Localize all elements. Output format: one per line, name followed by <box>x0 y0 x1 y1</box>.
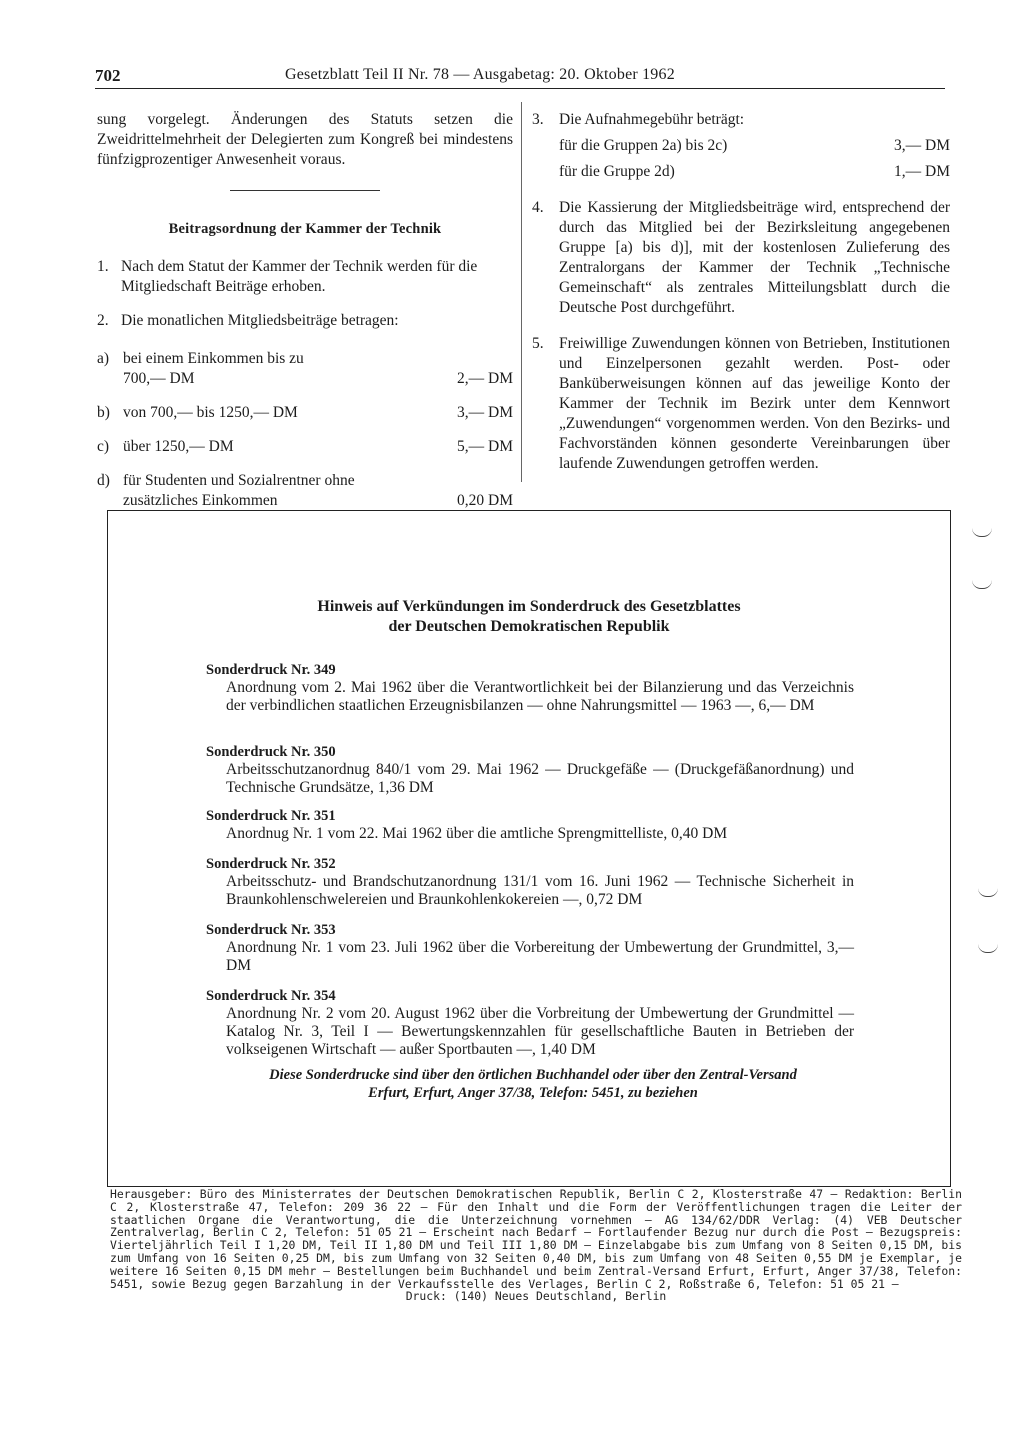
column-divider <box>521 102 522 482</box>
sonderdruck-entry <box>206 855 854 909</box>
imprint-text: Herausgeber: Büro des Ministerrates der Deutschen Demokratischen Republik, Berlin C 2, Klosterstraße 47 — Redaktion: Berlin C 2, Klosterstraße 47, Telefon: 209 36 22 — Für den Inhalt und die Form der Veröffentlichungen tragen die Leiter der staatlichen Organe die Verantwortung, die die Unterzeichnung vornehmen — AG 134/62/DDR Verlag: (4) VEB Deutscher Zentralverlag, Berlin C 2, Telefon: 51 05 21 — Erscheint nach Bedarf — Fortlaufender Bezug nur durch die Post — Bezugspreis: Vierteljährlich Teil I 1,20 DM, Teil II 1,80 DM und Teil III 1,80 DM — Einzelabgabe bis zum Umfang von 8 Seiten 0,15 DM, bis zum Umfang von 16 Seiten 0,25 DM, bis zum Umfang von 32 Seiten 0,40 DM, bis zum Umfang von 48 Seiten 0,55 DM je Exemplar, je weitere 16 Seiten 0,15 DM mehr — Bestellungen beim Buchhandel und beim Zentral-Versand Erfurt, Erfurt, Anger 37/38, Telefon: 5451, sowie Bezug gegen Barzahlung in der Verkaufsstelle des Verlages, Berlin C 2, Roßstraße 6, Telefon: 51 05 21 — <box>110 1187 962 1291</box>
page-header <box>95 66 945 89</box>
item-text: Die monatlichen Mitgliedsbeiträge betragen: <box>121 312 399 329</box>
fee-row <box>532 162 950 182</box>
sonderdruck-entry <box>206 987 854 1059</box>
item-text: Die Aufnahmegebühr beträgt: <box>559 111 745 128</box>
notice-title-line: Hinweis auf Verkündungen im Sonderdruck des Gesetzblattes <box>317 598 741 615</box>
right-column <box>532 110 950 474</box>
margin-mark <box>978 944 998 953</box>
section-rule <box>230 190 380 191</box>
fee-amount: 3,— DM <box>457 404 513 421</box>
sonderdruck-text: Anordnug Nr. 1 vom 22. Mai 1962 über die amtliche Sprengmittelliste, 0,40 DM <box>226 825 728 842</box>
sonderdruck-title: Sonderdruck Nr. 350 <box>206 744 336 760</box>
item-number: 2. <box>97 312 109 329</box>
fee-letter: d) <box>97 472 110 489</box>
fee-row <box>97 403 513 423</box>
list-item <box>532 334 950 474</box>
item-text: Freiwillige Zuwendungen können von Betrieben, Institutionen und Einzelpersonen gezahlt werden. Post- oder Banküberweisungen können auf das jeweilige Konto der Kammer der Technik im Bezirk unter dem Kennwort „Zuwendungen“ vorgenommen werden. Von den Bezirks- und Fachvorständen können gesonderte Vereinbarungen über laufende Zuwendungen getroffen werden. <box>559 335 950 472</box>
left-column <box>97 110 513 511</box>
item-number: 1. <box>97 258 109 275</box>
section-title: Beitragsordnung der Kammer der Technik <box>168 221 442 237</box>
sonderdruck-title: Sonderdruck Nr. 349 <box>206 662 336 678</box>
imprint <box>110 1188 962 1303</box>
margin-mark <box>978 888 998 897</box>
sonderdruck-text: Anordnung vom 2. Mai 1962 über die Verantwortlichkeit bei der Bilanzierung und das Verzeichnis der verbindlichen staatlichen Erzeugnisbilanzen — ohne Nahrungsmittel — 1963 —, 6,— DM <box>226 679 854 714</box>
item-number: 3. <box>532 111 544 128</box>
ordering-note <box>198 1066 868 1102</box>
fee-label: für die Gruppen 2a) bis 2c) <box>559 137 728 154</box>
sonderdruck-entry <box>206 743 854 797</box>
sonderdruck-text: Anordnung Nr. 2 vom 20. August 1962 über die Vorbreitung der Umbewertung der Grundmittel — Katalog Nr. 3, Teil I — Bewertungskennzahlen für gesellschaftliche Bauten in Betrieben der volkseigenen Wirtschaft — außer Sportbauten —, 1,40 DM <box>226 1005 854 1058</box>
sonderdruck-text: Arbeitsschutz- und Brandschutzanordnung 131/1 vom 16. Juni 1962 — Technische Sicherheit in Braunkohlenschwelereien und Braunkohlenkokereien —, 0,72 DM <box>226 873 854 908</box>
ordering-note-line: Diese Sonderdrucke sind über den örtlichen Buchhandel oder über den Zentral-Versand <box>269 1067 797 1083</box>
intro-paragraph: sung vorgelegt. Änderungen des Statuts setzen die Zweidrittelmehrheit der Delegierten zum Kongreß bei mindestens fünfzigprozentiger Anwesenheit voraus. <box>97 111 513 168</box>
list-item <box>532 198 950 318</box>
sonderdruck-title: Sonderdruck Nr. 353 <box>206 922 336 938</box>
sonderdruck-title: Sonderdruck Nr. 354 <box>206 988 336 1004</box>
fee-row <box>97 349 513 389</box>
item-number: 4. <box>532 199 544 216</box>
sonderdruck-entry <box>206 661 854 715</box>
fee-amount: 2,— DM <box>457 370 513 387</box>
fee-amount: 0,20 DM <box>457 492 513 509</box>
fee-amount: 3,— DM <box>894 137 950 154</box>
fee-letter: c) <box>97 438 110 455</box>
sonderdruck-text: Arbeitsschutzanordnug 840/1 vom 29. Mai 1962 — Druckgefäße — (Druckgefäßanordnung) und Technische Grundsätze, 1,36 DM <box>226 761 854 796</box>
item-number: 5. <box>532 335 544 352</box>
fee-row <box>532 136 950 156</box>
sonderdruck-text: Anordnung Nr. 1 vom 23. Juli 1962 über die Vorbereitung der Umbewertung der Grundmittel, 3,— DM <box>226 939 854 974</box>
list-item <box>532 110 950 130</box>
item-text: Nach dem Statut der Kammer der Technik werden für die Mitgliedschaft Beiträge erhoben. <box>121 258 478 295</box>
sonderdruck-entry <box>206 807 854 843</box>
fee-label: bei einem Einkommen bis zu 700,— DM <box>123 350 304 387</box>
running-title: Gesetzblatt Teil II Nr. 78 — Ausgabetag: 20. Oktober 1962 <box>285 66 675 83</box>
sonderdruck-title: Sonderdruck Nr. 352 <box>206 856 336 872</box>
notice-title-line: der Deutschen Demokratischen Republik <box>388 618 670 635</box>
fee-amount: 5,— DM <box>457 438 513 455</box>
list-item <box>97 257 513 297</box>
fee-label: für Studenten und Sozialrentner ohne zusätzliches Einkommen <box>123 472 355 509</box>
fee-row <box>97 437 513 457</box>
item-text: Die Kassierung der Mitgliedsbeiträge wird, entsprechend der durch das Mitglied bei der Bezirksleitung angegebenen Gruppe [a) bis d)], mit der kostenlosen Zulieferung des Zentralorgans der Kammer der Technik „Technische Gemeinschaft“ als zentrales Mitteilungsblatt durch die Deutsche Post durchgeführt. <box>559 199 950 316</box>
ordering-note-line: Erfurt, Erfurt, Anger 37/38, Telefon: 5451, zu beziehen <box>368 1085 698 1101</box>
notice-title <box>108 597 950 637</box>
sonderdruck-title: Sonderdruck Nr. 351 <box>206 808 336 824</box>
page-number: 702 <box>95 66 121 85</box>
fee-label: von 700,— bis 1250,— DM <box>123 404 298 421</box>
fee-letter: b) <box>97 404 110 421</box>
fee-amount: 1,— DM <box>894 163 950 180</box>
margin-mark <box>972 580 992 589</box>
fee-label: für die Gruppe 2d) <box>559 163 675 180</box>
fee-row <box>97 471 513 511</box>
fee-letter: a) <box>97 350 110 367</box>
fee-label: über 1250,— DM <box>123 438 234 455</box>
sonderdruck-entry <box>206 921 854 975</box>
margin-mark <box>972 528 992 537</box>
printer-line: Druck: (140) Neues Deutschland, Berlin <box>405 1289 667 1304</box>
list-item <box>97 311 513 331</box>
notice-box <box>107 510 951 1187</box>
